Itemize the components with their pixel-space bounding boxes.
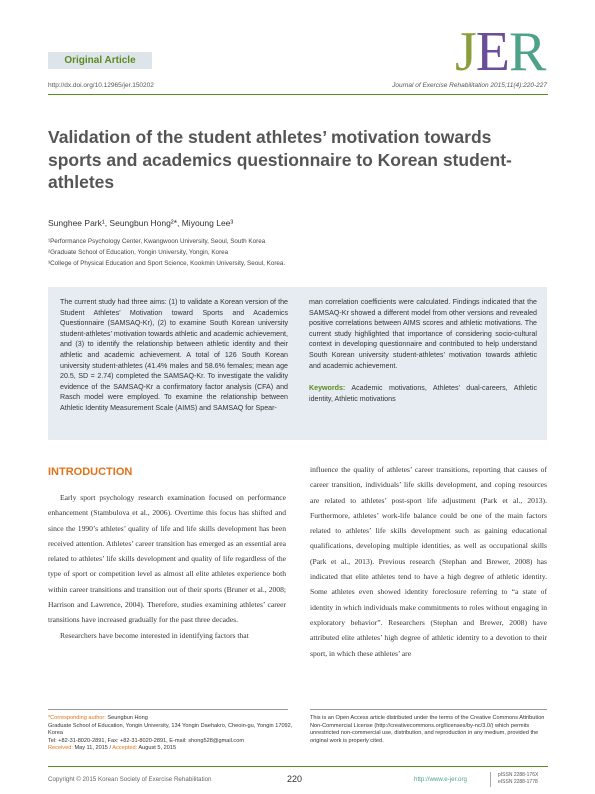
- corresponding-contact: Tel: +82-31-8020-2891, Fax: +82-31-8020-2891, E-mail: shong528@gmail.com: [48, 737, 244, 744]
- logo-letter-j: J: [455, 21, 476, 83]
- footer-divider: [490, 772, 491, 787]
- abstract-text-continued: man correlation coefficients were calculated. Findings indicated that the SAMSAQ-Kr showed a different model from other versions and revealed positive correlations between AIMS scores and athletic motivations. The current study highlighted that importance of considering socio-cultural context in developing questionnaire and contributed to help understand South Korean university student-athletes’ motivation towards athletic and academic achievement.: [309, 298, 537, 370]
- intro-column-1: [48, 490, 286, 643]
- article-title: Validation of the student athletes’ motivation towards sports and academics questionnaire to Korean student-athletes: [48, 127, 512, 192]
- corresponding-label: *Corresponding author:: [48, 715, 106, 721]
- doi-link[interactable]: http://dx.doi.org/10.12965/jer.150202: [48, 82, 154, 89]
- affiliation-2: ²Graduate School of Education, Yongin University, Yongin, Korea: [48, 249, 229, 256]
- intro-paragraph-1: Early sport psychology research examination focused on performance enhancement (Stambulova et al., 2006). Overtime this focus has shifted and since the 1990’s athletes’ quality of life and life skills development has been received attention. Athletes’ career transition has emerged as an essential area related to athletes’ life skills development and quality of life regardless of the type of sport or competition level as almost all elite athletes experience both within career transitions and transition out of their sports (Bruner et al., 2008; Harrison and Lawrence, 2004). Therefore, studies examining athletes’ career transitions have increased gradually for the past three decades.: [48, 493, 286, 625]
- logo-letter-e: E: [475, 21, 510, 83]
- received-date: May 11, 2015: [74, 745, 108, 752]
- affiliation-3: ³College of Physical Education and Sport Science, Kookmin University, Seoul, Korea.: [48, 260, 286, 267]
- footnote-corresponding: [48, 715, 298, 753]
- accepted-label: Accepted:: [112, 745, 138, 752]
- page-number: 220: [287, 774, 303, 784]
- article-type-badge: Original Article: [48, 52, 152, 69]
- intro-column-2: [310, 462, 547, 661]
- footnote-license: This is an Open Access article distributed under the terms of the Creative Commons Attribution Non-Commercial License (http://creativecommons.org/licenses/by-nc/3.0/) which permits unrestricted non-commercial use, distribution, and reproduction in any medium, provided the original work is properly cited.: [310, 715, 545, 744]
- keywords: [309, 383, 537, 404]
- abstract-column-1: The current study had three aims: (1) to validate a Korean version of the Student Athletes’ Motivation toward Sports and Academics Questionnaire (SAMSAQ-Kr), (2) to examine South Korean university student-athletes’ motivation towards athletic and academic achievement, and (3) to identify the relationship between athletic identity and their athletic and academic achievement. A total of 126 South Korean university student-athletes (41.4% males and 58.6% females; mean age 20.5, SD = 2.74) completed the SAMSAQ-Kr. To investigate the validity evidence of the SAMSAQ-Kr a confirmatory factor analysis (CFA) and Rasch model were employed. To examine the relationship between Athletic Identity Measurement Scale (AIMS) and SAMSAQ for Spear-: [60, 298, 288, 412]
- accepted-date: August 5, 2015: [138, 745, 177, 752]
- journal-url-link[interactable]: http://www.e-jer.org: [414, 776, 467, 783]
- footnote-rule-left: [48, 709, 288, 710]
- eissn: eISSN 2288-1778: [498, 779, 538, 785]
- issn-block: [498, 772, 538, 786]
- corresponding-address: Graduate School of Education, Yongin University, 134 Yongin Daehakro, Cheoin-gu, Yongin 17092, Korea: [48, 722, 293, 737]
- logo-letter-r: R: [509, 21, 546, 83]
- received-accepted: Received: May 11, 2015 / Accepted: August 5, 2015: [48, 745, 177, 752]
- author-list: Sunghee Park¹, Seungbun Hong²*, Miyoung Lee³: [48, 218, 234, 228]
- intro-paragraph-2: Researchers have become interested in identifying factors that: [60, 630, 249, 640]
- footnote-rule-right: [310, 709, 547, 710]
- abstract-column-2: [309, 297, 537, 404]
- pissn: pISSN 2288-176X: [498, 772, 539, 778]
- footer-copyright: Copyright © 2015 Korean Society of Exercise Rehabilitation: [48, 776, 212, 783]
- corresponding-name: Seungbun Hong: [107, 715, 148, 721]
- corresponding-author-line: [48, 715, 298, 723]
- journal-logo: [455, 22, 550, 82]
- section-heading-introduction: INTRODUCTION: [48, 466, 133, 478]
- affiliation-1: ¹Performance Psychology Center, Kwangwoon University, Seoul, South Korea: [48, 238, 266, 245]
- journal-citation: Journal of Exercise Rehabilitation 2015;11(4):220-227: [392, 82, 547, 89]
- keywords-text: Academic motivations, Athletes’ dual-careers, Athletic identity, Athletic motivations: [309, 384, 537, 403]
- footer-rule: [48, 766, 548, 767]
- intro-paragraph-3: influence the quality of athletes’ career transitions, reporting that causes of career transition, individuals’ life skills development, and coping resources are related to athletes’ post-sport life adjustment (Park et al., 2013). Furthermore, athletes’ work-life balance could be one of the main factors related to athletes’ life skills development such as gaining educational qualifications, developing multiple identities, as well as occupational skills (Park et al., 2013). Previous research (Stephan and Brewer, 2008) has indicated that elite athletes tend to have a high degree of athletic identity. Some athletes even showed identity foreclosure referring to “a state of identity in which individuals make commitments to roles without engaging in exploratory behavior”. Researchers (Stephan and Brewer, 2008) have attributed elite athletes’ high degree of athletic identity to a devotion to their sport, in which these athletes’ are: [310, 465, 547, 658]
- received-label: Received:: [48, 745, 73, 752]
- header-rule: [48, 94, 548, 95]
- keywords-label: Keywords:: [309, 384, 346, 393]
